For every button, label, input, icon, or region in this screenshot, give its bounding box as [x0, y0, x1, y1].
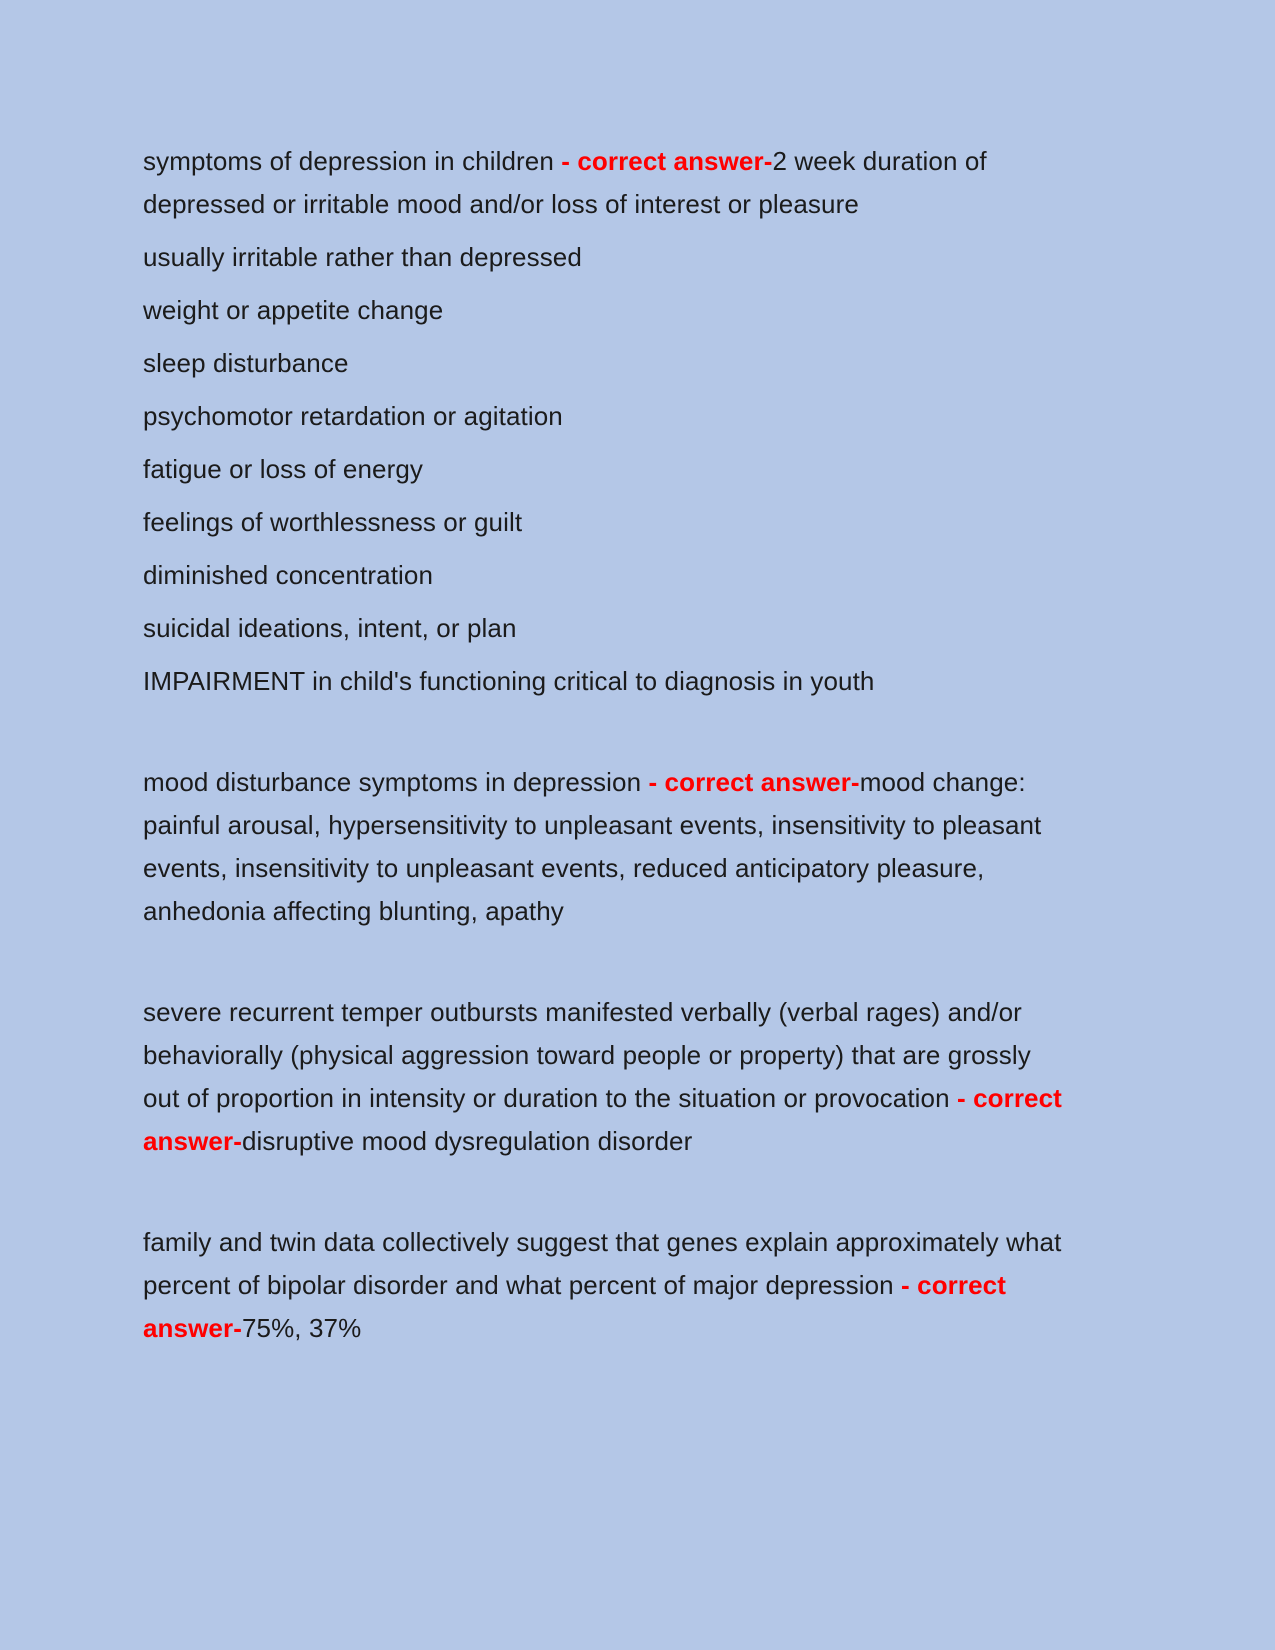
text-run: symptoms of depression in children	[143, 146, 562, 176]
paragraph	[143, 501, 1063, 544]
paragraph	[143, 761, 1063, 933]
paragraph	[143, 236, 1063, 279]
text-run: sleep disturbance	[143, 348, 349, 378]
paragraph	[143, 448, 1063, 491]
paragraph	[143, 1221, 1063, 1350]
paragraph	[143, 289, 1063, 332]
text-run: weight or appetite change	[143, 295, 444, 325]
paragraph	[143, 607, 1063, 650]
correct-answer-marker: - correct answer-	[143, 1270, 1006, 1343]
document-body	[143, 140, 1063, 1350]
text-run: mood disturbance symptoms in depression	[143, 767, 649, 797]
text-run: feelings of worthlessness or guilt	[143, 507, 523, 537]
text-run: psychomotor retardation or agitation	[143, 401, 563, 431]
paragraph	[143, 395, 1063, 438]
paragraph	[143, 554, 1063, 597]
text-run: disruptive mood dysregulation disorder	[241, 1126, 693, 1156]
paragraph	[143, 660, 1063, 703]
text-run: suicidal ideations, intent, or plan	[143, 613, 517, 643]
text-run: severe recurrent temper outbursts manifested verbally (verbal rages) and/or behaviorally (physical aggression toward people or property) that are grossly out of proportion in intensity or duration to the situation or provocation	[143, 997, 1031, 1113]
paragraph	[143, 140, 1063, 226]
correct-answer-marker: - correct answer-	[561, 146, 773, 176]
correct-answer-marker: - correct answer-	[143, 1083, 1062, 1156]
text-run: usually irritable rather than depressed	[143, 242, 582, 272]
paragraph	[143, 342, 1063, 385]
correct-answer-marker: - correct answer-	[648, 767, 860, 797]
text-run: 75%, 37%	[241, 1313, 362, 1343]
text-run: diminished concentration	[143, 560, 434, 590]
text-run: fatigue or loss of energy	[143, 454, 423, 484]
paragraph	[143, 991, 1063, 1163]
text-run: 2 week duration of depressed or irritable mood and/or loss of interest or pleasure	[143, 146, 987, 219]
text-run: mood change: painful arousal, hypersensitivity to unpleasant events, insensitivity to pleasant events, insensitivity to unpleasant events, reduced anticipatory pleasure, anhedonia affecting blunting, apathy	[143, 767, 1042, 926]
text-run: family and twin data collectively suggest that genes explain approximately what percent of bipolar disorder and what percent of major depression	[143, 1227, 1062, 1300]
text-run: IMPAIRMENT in child's functioning critical to diagnosis in youth	[143, 666, 875, 696]
